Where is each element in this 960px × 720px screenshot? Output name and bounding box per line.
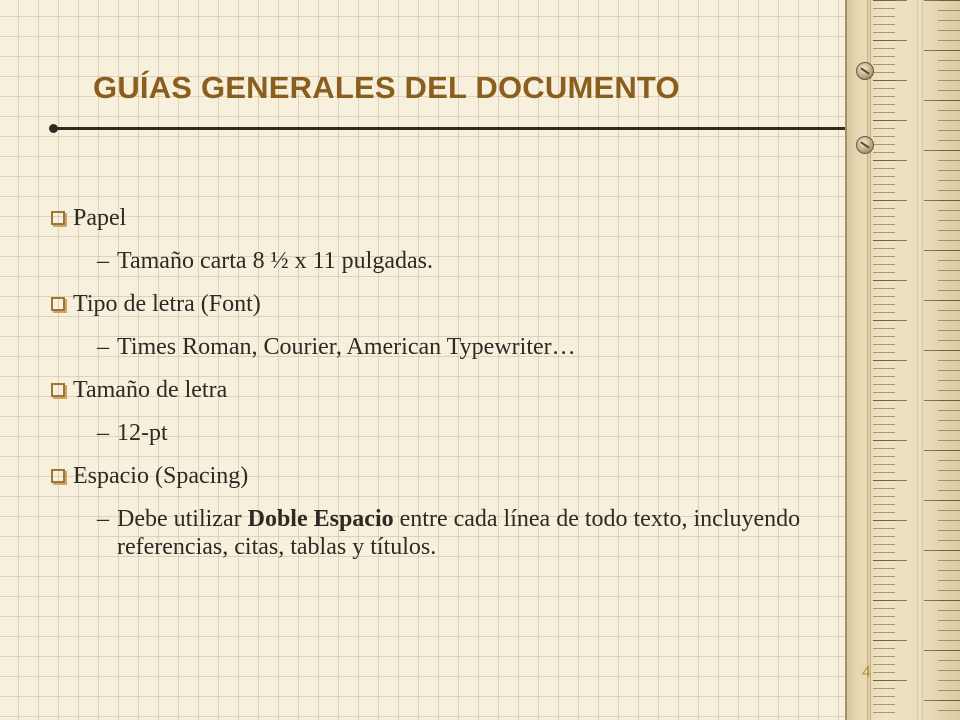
bullet-label: Tamaño de letra xyxy=(73,377,228,403)
dash-marker: – xyxy=(97,420,109,446)
sub-bullet-text: Tamaño carta 8 ½ x 11 pulgadas. xyxy=(117,248,433,274)
bullet-font-size xyxy=(51,375,841,405)
dash-marker: – xyxy=(97,334,109,360)
slide-title: GUÍAS GENERALES DEL DOCUMENTO xyxy=(93,70,680,105)
bullet-papel xyxy=(51,203,841,233)
sub-bullet xyxy=(51,419,841,447)
screw-icon xyxy=(856,62,874,80)
decorative-ruler xyxy=(845,0,960,720)
checkbox-bullet-icon xyxy=(51,297,65,311)
ruler-edge xyxy=(867,0,871,720)
sub-bullet-text: Times Roman, Courier, American Typewriter… xyxy=(117,334,576,360)
bullet-label: Tipo de letra (Font) xyxy=(73,291,261,317)
sub-bullet-text-start: Debe utilizar xyxy=(117,506,248,532)
sub-bullet-text-end: entre cada línea de todo texto, incluyendo referencias, citas, tablas y títulos. xyxy=(117,506,801,560)
ruler-ticks-major xyxy=(873,0,907,720)
checkbox-bullet-icon xyxy=(51,211,65,225)
sub-bullet xyxy=(51,247,841,275)
emphasis-text: Doble Espacio xyxy=(247,506,394,532)
sub-bullet xyxy=(51,505,841,561)
screw-icon xyxy=(856,136,874,154)
checkbox-bullet-icon xyxy=(51,469,65,483)
sub-bullet xyxy=(51,333,841,361)
bullet-label: Papel xyxy=(73,205,127,231)
ruler-stripe xyxy=(917,0,923,720)
ruler-ticks-major xyxy=(924,0,960,720)
bullet-spacing xyxy=(51,461,841,491)
checkbox-bullet-icon xyxy=(51,383,65,397)
dash-marker: – xyxy=(97,506,109,532)
dash-marker: – xyxy=(97,248,109,274)
sub-bullet-text: 12-pt xyxy=(117,420,168,446)
title-underline xyxy=(52,127,852,130)
bullet-label: Espacio (Spacing) xyxy=(73,463,249,489)
sub-bullet-text xyxy=(117,505,841,561)
bullet-font xyxy=(51,289,841,319)
page-number: 4 xyxy=(862,664,871,681)
bullet-list xyxy=(51,203,841,575)
